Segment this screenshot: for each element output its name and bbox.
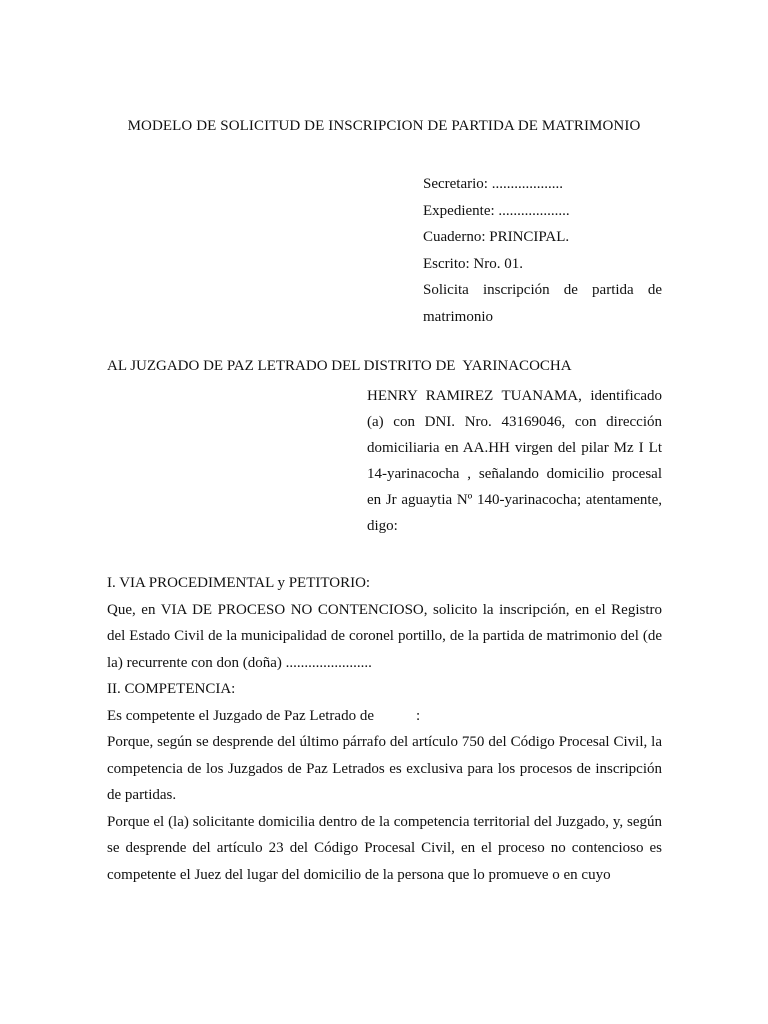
competence-colon: : xyxy=(415,707,421,724)
document-body xyxy=(107,570,662,888)
section-2-paragraph-1: Porque, según se desprende del último párrafo del artículo 750 del Código Procesal Civil, la competencia de los Juzgados de Paz Letrados es exclusiva para los procesos de inscripción de partidas. xyxy=(107,734,662,803)
secretario-line: Secretario: ................... xyxy=(423,176,563,192)
sumilla-line-2: matrimonio xyxy=(423,308,493,325)
addressee-heading: AL JUZGADO DE PAZ LETRADO DEL DISTRITO DE YARINACOCHA xyxy=(107,358,572,374)
case-metadata-block xyxy=(423,171,662,330)
section-1-heading: I. VIA PROCEDIMENTAL y PETITORIO: xyxy=(107,575,371,591)
sumilla-line-1: Solicita inscripción de partida de xyxy=(423,282,662,298)
escrito-line: Escrito: Nro. 01. xyxy=(423,255,523,272)
section-2-heading: II. COMPETENCIA: xyxy=(107,681,236,697)
petitioner-intro-paragraph: HENRY RAMIREZ TUANAMA, identificado (a) con DNI. Nro. 43169046, con dirección domiciliaria en AA.HH virgen del pilar Mz I Lt 14-yarinacocha , señalando domicilio procesal en Jr aguaytia Nº 140-yarinacocha; atentamente, digo: xyxy=(367,388,662,534)
document-title: MODELO DE SOLICITUD DE INSCRIPCION DE PARTIDA DE MATRIMONIO xyxy=(127,118,641,134)
section-1-paragraph: Que, en VIA DE PROCESO NO CONTENCIOSO, solicito la inscripción, en el Registro del Estado Civil de la municipalidad de coronel portillo, de la partida de matrimonio del (de la) recurrente con don (doña) ....................... xyxy=(107,601,662,671)
section-2-competence-line xyxy=(107,703,662,730)
expediente-line: Expediente: ................... xyxy=(423,202,570,219)
competence-text: Es competente el Juzgado de Paz Letrado de xyxy=(107,707,374,724)
cuaderno-line: Cuaderno: PRINCIPAL. xyxy=(423,229,570,245)
section-2-paragraph-2: Porque el (la) solicitante domicilia dentro de la competencia territorial del Juzgado, y, según se desprende del artículo 23 del Código Procesal Civil, en el proceso no contencioso es competente el Juez del lugar del domicilio de la persona que lo promueve o en cuyo xyxy=(107,813,662,883)
